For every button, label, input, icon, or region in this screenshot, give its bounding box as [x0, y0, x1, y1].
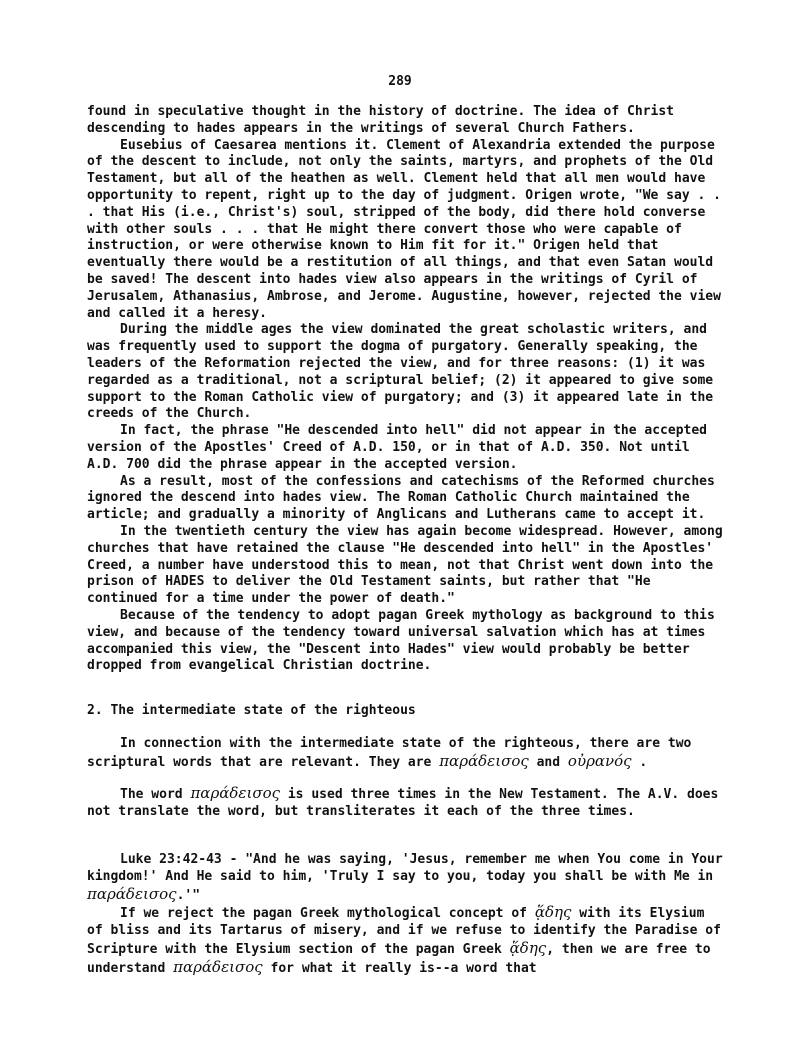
paragraph	[87, 785, 727, 821]
text: and	[536, 754, 561, 770]
greek-word: παράδεισος	[439, 751, 529, 770]
greek-word: ᾅδης	[534, 903, 572, 922]
word-paragraph	[87, 785, 727, 821]
greek-word: ᾅδης	[509, 938, 547, 957]
text: .	[639, 754, 648, 770]
text: Luke 23:42-43 - "And he was saying, 'Jesus, remember me when You come in Your kingdom!' And He said to him, 'Truly I say to you, today you shall be with Me in	[87, 852, 723, 884]
heading-text: 2. The intermediate state of the righteous	[87, 703, 416, 718]
paragraph	[87, 904, 727, 977]
paragraph: During the middle ages the view dominated the great scholastic writers, and was frequently used to support the dogma of purgatory. Generally speaking, the leaders of the Reformation rejected the view, and for three reasons: (1) it was regarded as a traditional, not a scriptural belief; (2) it appeared to give some support to the Roman Catholic view of purgatory; and (3) it appeared late in the creeds of the Church.	[87, 322, 714, 422]
intro-paragraph	[87, 736, 727, 772]
greek-word: παράδεισος	[87, 884, 177, 903]
greek-word: παράδεισος	[190, 784, 281, 802]
text: for what it really is--a word that	[270, 960, 537, 976]
text: If we reject the pagan Greek mythological concept of	[120, 906, 527, 922]
greek-word: παράδεισος	[173, 957, 263, 976]
paragraph: Eusebius of Caesarea mentions it. Clement of Alexandria extended the purpose of the descent to include, not only the saints, martyrs, and prophets of the Old Testament, but all of the heathen as well. Clement held that all men would have opportunity to repent, right up to the day of judgment. Origen wrote, "We say . . . that His (i.e., Christ's) soul, stripped of the body, did there hold converse with other souls . . . that He might there convert those who were capable of instruction, or were otherwise known to Him fit for it." Origen held that eventually there would be a restitution of all things, and that even Satan would be saved! The descent into hades view also appears in the writings of Cyril of Jerusalem, Athanasius, Ambrose, and Jerome. Augustine, however, rejected the view and called it a heresy.	[87, 137, 721, 321]
greek-word: οὐρανός	[567, 751, 632, 770]
luke-quote-block	[87, 852, 727, 978]
paragraph	[87, 736, 727, 772]
page-number: 289	[388, 74, 412, 89]
paragraph: In fact, the phrase "He descended into hell" did not appear in the accepted version of the Apostles' Creed of A.D. 150, or in that of A.D. 350. Not until A.D. 700 did the phrase appear in the accepted version.	[87, 423, 707, 472]
paragraph: found in speculative thought in the history of doctrine. The idea of Christ descending to hades appears in the writings of several Church Fathers.	[87, 104, 674, 136]
descent-into-hades-section	[87, 104, 727, 675]
paragraph	[87, 852, 727, 904]
paragraph: Because of the tendency to adopt pagan Greek mythology as background to this view, and because of the tendency toward universal salvation which has at times accompanied this view, the "Descent into Hades" view would probably be better dropped from evangelical Christian doctrine.	[87, 607, 715, 674]
text: with its Elysium of bliss and its Tartarus of misery, and if we refuse to identify the Paradise of Scripture with the Elysium section of the pagan Greek	[87, 906, 721, 957]
paragraph: In the twentieth century the view has again become widespread. However, among churches that have retained the clause "He descended into hell" in the Apostles' Creed, a number have understood this to mean, not that Christ went down into the prison of HADES to deliver the Old Testament saints, but rather that "He continued for a time under the power of death."	[87, 523, 723, 607]
text: .'"	[176, 887, 201, 903]
text: In connection with the intermediate state of the righteous, there are two scriptural words that are relevant. They are	[87, 736, 692, 770]
section-heading	[87, 703, 727, 720]
text: is used three times in the New Testament. The A.V. does not translate the word, but transliterates it each of the three times.	[87, 787, 719, 819]
text: The word	[120, 787, 183, 802]
paragraph: As a result, most of the confessions and catechisms of the Reformed churches ignored the descend into hades view. The Roman Catholic Church maintained the article; and gradually a minority of Anglicans and Lutherans came to accept it.	[87, 473, 715, 523]
text: , then we are free to understand	[87, 941, 711, 976]
